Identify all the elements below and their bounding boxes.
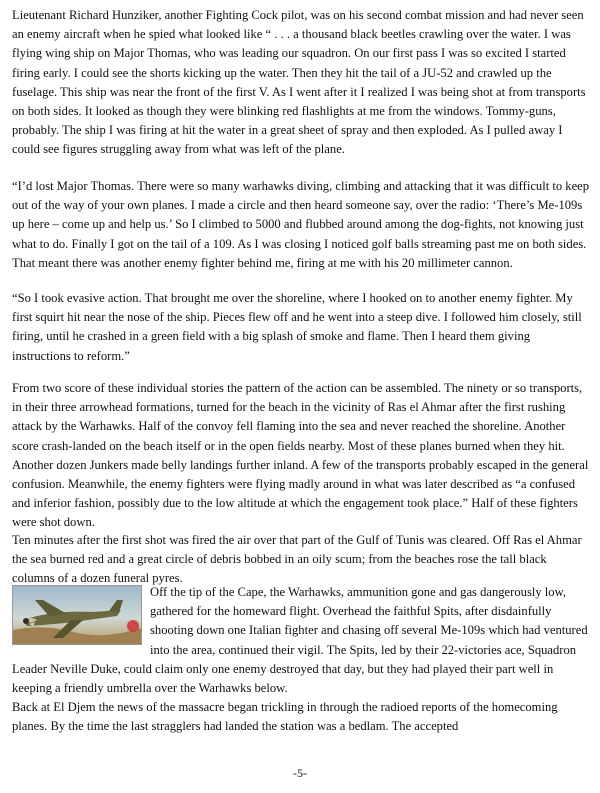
paragraph-homeward-flight: Off the tip of the Cape, the Warhawks, ammunition gone and gas dangerously low, gathered for the homeward flight. Overhead the faithful Spits, after disdainfully shooting down one Italian fighter and chasing off several Me-109s which had ventured into the area, continued their vigil. The Spits, led by their 22-victories ace, Squadron Leader Neville Duke, could claim only one enemy destroyed that day, but they had played their part well in keeping a friendly umbrella over the Warhawks below. — [12, 585, 588, 696]
warhawk-aircraft-image — [12, 585, 142, 645]
paragraph-pattern-of-action: From two score of these individual stories the pattern of the action can be assembled. The ninety or so transports, in their three arrowhead formations, turned for the beach in the vicinity of Ras el Ahmar after the first rushing attack by the Warhawks. Half of the convoy fell flaming into the sea and never reached the shoreline. Another score crash-landed on the beach itself or in the open fields nearby. Most of these planes burned when they hit. Another dozen Junkers made belly landings further inland. A few of the transports probably escaped in the general confusion. Meanwhile, the enemy fighters were flying madly around in what was later described as “a confused and inferior fashion, possibly due to the low altitude at which the engagement took place.” Half of these fighters were shot down. — [12, 381, 589, 530]
paragraph-gulf-of-tunis: Ten minutes after the first shot was fired the air over that part of the Gulf of Tunis was cleared. Off Ras el Ahmar the sea burned red and a great circle of debris bobbed in an oily scum; from the beaches rose the tall black columns of a dozen funeral pyres. — [12, 533, 582, 586]
page-number: -5- — [293, 766, 307, 780]
paragraph-hunziker-account: Lieutenant Richard Hunziker, another Fighting Cock pilot, was on his second combat mission and had never seen an enemy aircraft when he spied what looked like “ . . . a thousand black beetles crawling over the water. I was flying wing ship on Major Thomas, who was leading our squadron. On our first pass I was so excited I started firing early. I could see the shorts kicking up the water. Then they hit the tail of a JU-52 and crawled up the fuselage. This ship was near the front of the first V. As I went after it I realized I was being shot at from transports on both sides. It looked as though they were blinking red flashlights at me from the windows. Tommy-guns, probably. The ship I was firing at hit the water in a great sheet of spray and then exploded. As I pulled away I could see figures struggling away from what was left of the plane. — [12, 8, 586, 157]
paragraph-back-at-el-djem: Back at El Djem the news of the massacre began trickling in through the radioed reports of the homecoming planes. By the time the last stragglers had landed the station was a bedlam. The accepted — [12, 700, 558, 734]
illustrated-section — [12, 583, 590, 737]
paragraph-evasive-action: “So I took evasive action. That brought me over the shoreline, where I hooked on to another enemy fighter. My first squirt hit near the nose of the ship. Pieces flew off and he went into a steep dive. I followed him closely, still firing, until he crashed in a green field with a big splash of smoke and flame. Then I heard them giving instructions to reform.” — [12, 291, 582, 363]
paragraph-lost-major-thomas: “I’d lost Major Thomas. There were so many warhawks diving, climbing and attacking that it was difficult to keep out of the way of your own planes. I made a circle and then heard someone say, over the radio: ‘There’s Me-109s up here – come up and help us.’ So I climbed to 5000 and flubbed around among the dog-fights, not knowing just what to do. Finally I got on the tail of a 109. As I was closing I noticed golf balls streaming past me on both sides. That meant there was another enemy fighter behind me, firing at me with his 20 millimeter cannon. — [12, 179, 590, 270]
